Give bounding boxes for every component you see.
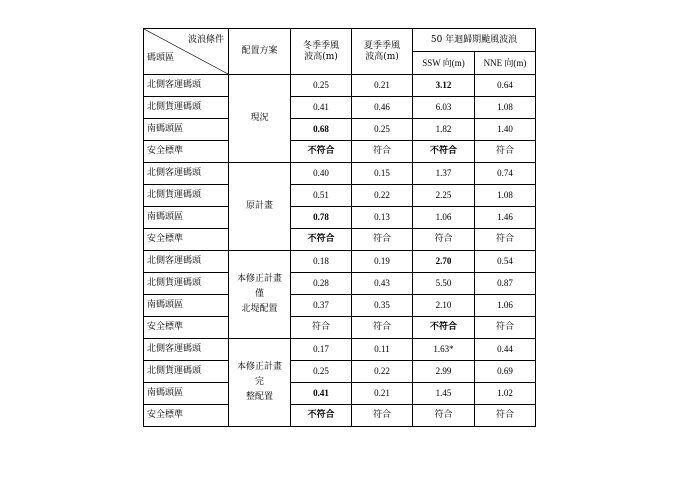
- cell-winter: 0.68: [291, 119, 352, 141]
- cell-area: 南碼頭區: [144, 119, 229, 141]
- cell-nne: 0.69: [475, 361, 536, 383]
- cell-winter: 0.40: [291, 163, 352, 185]
- cell-summer: 符合: [352, 229, 413, 251]
- cell-ssw: 3.12: [413, 75, 475, 97]
- header-scheme: 配置方案: [229, 29, 291, 75]
- table-body: [144, 75, 536, 427]
- cell-area: 安全標準: [144, 405, 229, 427]
- table-row: [144, 295, 536, 317]
- cell-winter: 符合: [291, 317, 352, 339]
- cell-ssw: 1.82: [413, 119, 475, 141]
- cell-nne: 0.87: [475, 273, 536, 295]
- cell-summer: 0.35: [352, 295, 413, 317]
- table-row: [144, 163, 536, 185]
- cell-scheme: 現況: [229, 75, 291, 163]
- cell-ssw: 6.03: [413, 97, 475, 119]
- cell-winter: 0.25: [291, 361, 352, 383]
- cell-winter: 不符合: [291, 229, 352, 251]
- cell-nne: 符合: [475, 317, 536, 339]
- cell-summer: 0.13: [352, 207, 413, 229]
- table-row: [144, 273, 536, 295]
- cell-summer: 0.11: [352, 339, 413, 361]
- cell-ssw: 1.37: [413, 163, 475, 185]
- cell-nne: 1.02: [475, 383, 536, 405]
- table-row: [144, 75, 536, 97]
- header-typhoon: 50 年迴歸期颱風波浪: [413, 29, 536, 52]
- cell-area: 安全標準: [144, 141, 229, 163]
- cell-winter: 不符合: [291, 141, 352, 163]
- table-row: [144, 339, 536, 361]
- cell-winter: 0.41: [291, 97, 352, 119]
- cell-scheme: 本修正計畫僅 北堤配置: [229, 251, 291, 339]
- cell-summer: 0.46: [352, 97, 413, 119]
- cell-nne: 1.40: [475, 119, 536, 141]
- cell-summer: 0.43: [352, 273, 413, 295]
- cell-ssw: 符合: [413, 229, 475, 251]
- cell-ssw: 5.50: [413, 273, 475, 295]
- table-row: [144, 251, 536, 273]
- table-row: [144, 207, 536, 229]
- table-row: [144, 361, 536, 383]
- table-row: [144, 141, 536, 163]
- cell-area: 北側貨運碼頭: [144, 361, 229, 383]
- cell-summer: 0.15: [352, 163, 413, 185]
- header-wave-condition: 波浪條件: [187, 35, 224, 45]
- cell-area: 南碼頭區: [144, 207, 229, 229]
- cell-nne: 1.46: [475, 207, 536, 229]
- cell-nne: 符合: [475, 229, 536, 251]
- cell-scheme: 原計畫: [229, 163, 291, 251]
- cell-nne: 0.54: [475, 251, 536, 273]
- cell-winter: 0.28: [291, 273, 352, 295]
- cell-winter: 0.25: [291, 75, 352, 97]
- cell-nne: 符合: [475, 141, 536, 163]
- cell-summer: 符合: [352, 405, 413, 427]
- table-row: [144, 405, 536, 427]
- cell-ssw: 1.63*: [413, 339, 475, 361]
- cell-area: 北側貨運碼頭: [144, 273, 229, 295]
- cell-area: 北側貨運碼頭: [144, 97, 229, 119]
- cell-nne: 1.08: [475, 185, 536, 207]
- table-row: [144, 229, 536, 251]
- cell-summer: 0.19: [352, 251, 413, 273]
- cell-summer: 0.22: [352, 361, 413, 383]
- cell-summer: 0.25: [352, 119, 413, 141]
- cell-area: 北側客運碼頭: [144, 339, 229, 361]
- cell-summer: 符合: [352, 141, 413, 163]
- table-row: [144, 119, 536, 141]
- cell-ssw: 1.06: [413, 207, 475, 229]
- table-row: [144, 383, 536, 405]
- cell-winter: 0.37: [291, 295, 352, 317]
- cell-ssw: 2.25: [413, 185, 475, 207]
- cell-winter: 不符合: [291, 405, 352, 427]
- cell-area: 北側客運碼頭: [144, 163, 229, 185]
- cell-nne: 0.64: [475, 75, 536, 97]
- cell-area: 北側客運碼頭: [144, 251, 229, 273]
- table-row: [144, 317, 536, 339]
- wave-height-table: [143, 28, 536, 427]
- table-row: [144, 185, 536, 207]
- header-summer: 夏季季風波高(m): [352, 29, 413, 75]
- cell-nne: 0.74: [475, 163, 536, 185]
- cell-ssw: 不符合: [413, 317, 475, 339]
- cell-winter: 0.51: [291, 185, 352, 207]
- cell-ssw: 符合: [413, 405, 475, 427]
- cell-ssw: 2.99: [413, 361, 475, 383]
- cell-area: 南碼頭區: [144, 383, 229, 405]
- cell-summer: 0.21: [352, 383, 413, 405]
- cell-ssw: 不符合: [413, 141, 475, 163]
- cell-summer: 0.21: [352, 75, 413, 97]
- header-corner-cell: [144, 29, 229, 75]
- header-nne: NNE 向(m): [475, 52, 536, 75]
- cell-nne: 1.06: [475, 295, 536, 317]
- cell-winter: 0.41: [291, 383, 352, 405]
- cell-winter: 0.78: [291, 207, 352, 229]
- header-wharf-area: 碼頭區: [147, 53, 175, 63]
- cell-summer: 符合: [352, 317, 413, 339]
- cell-area: 北側貨運碼頭: [144, 185, 229, 207]
- cell-area: 北側客運碼頭: [144, 75, 229, 97]
- cell-area: 南碼頭區: [144, 295, 229, 317]
- cell-summer: 0.22: [352, 185, 413, 207]
- table-row: [144, 97, 536, 119]
- cell-ssw: 1.45: [413, 383, 475, 405]
- cell-winter: 0.17: [291, 339, 352, 361]
- cell-scheme: 本修正計畫完 整配置: [229, 339, 291, 427]
- header-ssw: SSW 向(m): [413, 52, 475, 75]
- cell-nne: 1.08: [475, 97, 536, 119]
- cell-area: 安全標準: [144, 229, 229, 251]
- cell-nne: 0.44: [475, 339, 536, 361]
- cell-ssw: 2.10: [413, 295, 475, 317]
- cell-winter: 0.18: [291, 251, 352, 273]
- cell-nne: 符合: [475, 405, 536, 427]
- cell-ssw: 2.70: [413, 251, 475, 273]
- cell-area: 安全標準: [144, 317, 229, 339]
- header-winter: 冬季季風波高(m): [291, 29, 352, 75]
